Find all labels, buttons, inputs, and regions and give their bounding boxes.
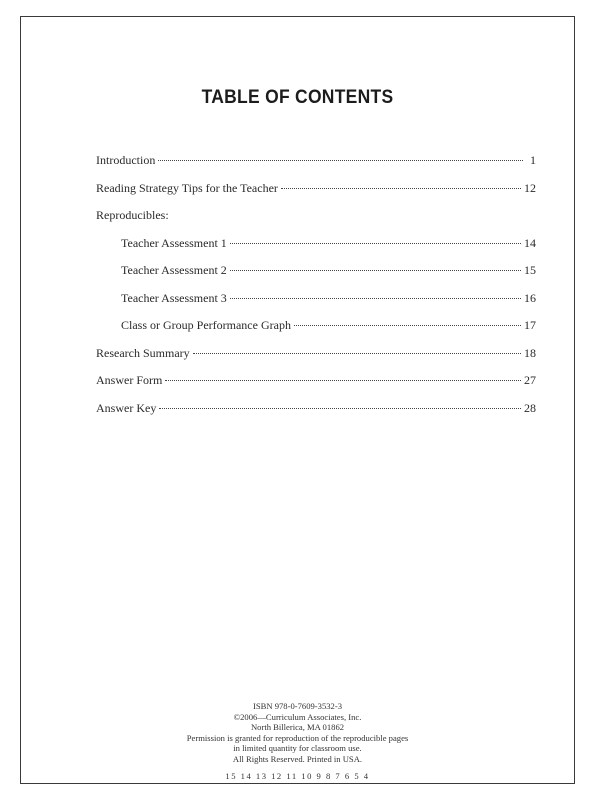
toc-entry-teacher-assessment-3 [96,291,536,319]
toc-entry-page: 28 [524,400,536,415]
toc-entry-label: Answer Form [96,373,163,387]
toc-entry-page: 1 [530,153,536,167]
page-title: TABLE OF CONTENTS [201,87,394,108]
colophon [21,701,574,781]
toc-entry-page: 14 [524,235,536,250]
print-line: 15 14 13 12 11 10 9 8 7 6 5 4 [225,770,370,781]
rights-line: All Rights Reserved. Printed in USA. [232,753,363,764]
toc-section-reproducibles [96,208,536,236]
toc-entry-label: Reading Strategy Tips for the Teacher [96,180,278,195]
toc-entry-page: 17 [524,318,536,332]
page-frame [20,16,575,784]
toc-entry-research-summary [96,346,536,374]
toc-entry-page: 27 [524,373,536,387]
dot-leader [281,188,521,189]
copyright-line: ©2006—Curriculum Associates, Inc. [233,711,362,722]
toc-entry-teacher-assessment-1 [96,236,536,264]
toc-entry-page: 18 [524,345,536,360]
dot-leader [158,160,523,161]
toc-entry-teacher-assessment-2 [96,263,536,291]
dot-leader [294,325,521,326]
dot-leader [230,243,521,244]
toc-entry-answer-key [96,401,536,429]
permission-line-2: in limited quantity for classroom use. [233,743,362,754]
toc-entry-page: 15 [524,263,536,277]
toc-entry-reading-strategy-tips [96,181,536,209]
toc-entry-label: Research Summary [96,345,190,360]
toc-entry-answer-form [96,373,536,401]
dot-leader [230,298,521,299]
permission-line-1: Permission is granted for reproduction of the reproducible pages [186,732,409,743]
dot-leader [159,408,521,409]
toc-entry-label: Class or Group Performance Graph [121,318,291,332]
address-line: North Billerica, MA 01862 [250,722,345,733]
dot-leader [165,380,521,381]
toc-entry-performance-graph [96,318,536,346]
isbn-line: ISBN 978-0-7609-3532-3 [252,701,343,711]
toc-entry-label: Teacher Assessment 3 [121,290,227,305]
toc-entry-label: Introduction [96,153,156,167]
toc-entry-label: Answer Key [96,400,157,415]
toc-section-label: Reproducibles: [96,208,169,222]
toc-entry-page: 16 [524,290,536,305]
toc-entry-page: 12 [524,180,536,195]
toc-entry-label: Teacher Assessment 2 [121,263,227,277]
toc-entry-label: Teacher Assessment 1 [121,235,227,250]
toc-entry-introduction [96,153,536,181]
toc-list [96,153,536,428]
dot-leader [193,353,521,354]
dot-leader [230,270,521,271]
